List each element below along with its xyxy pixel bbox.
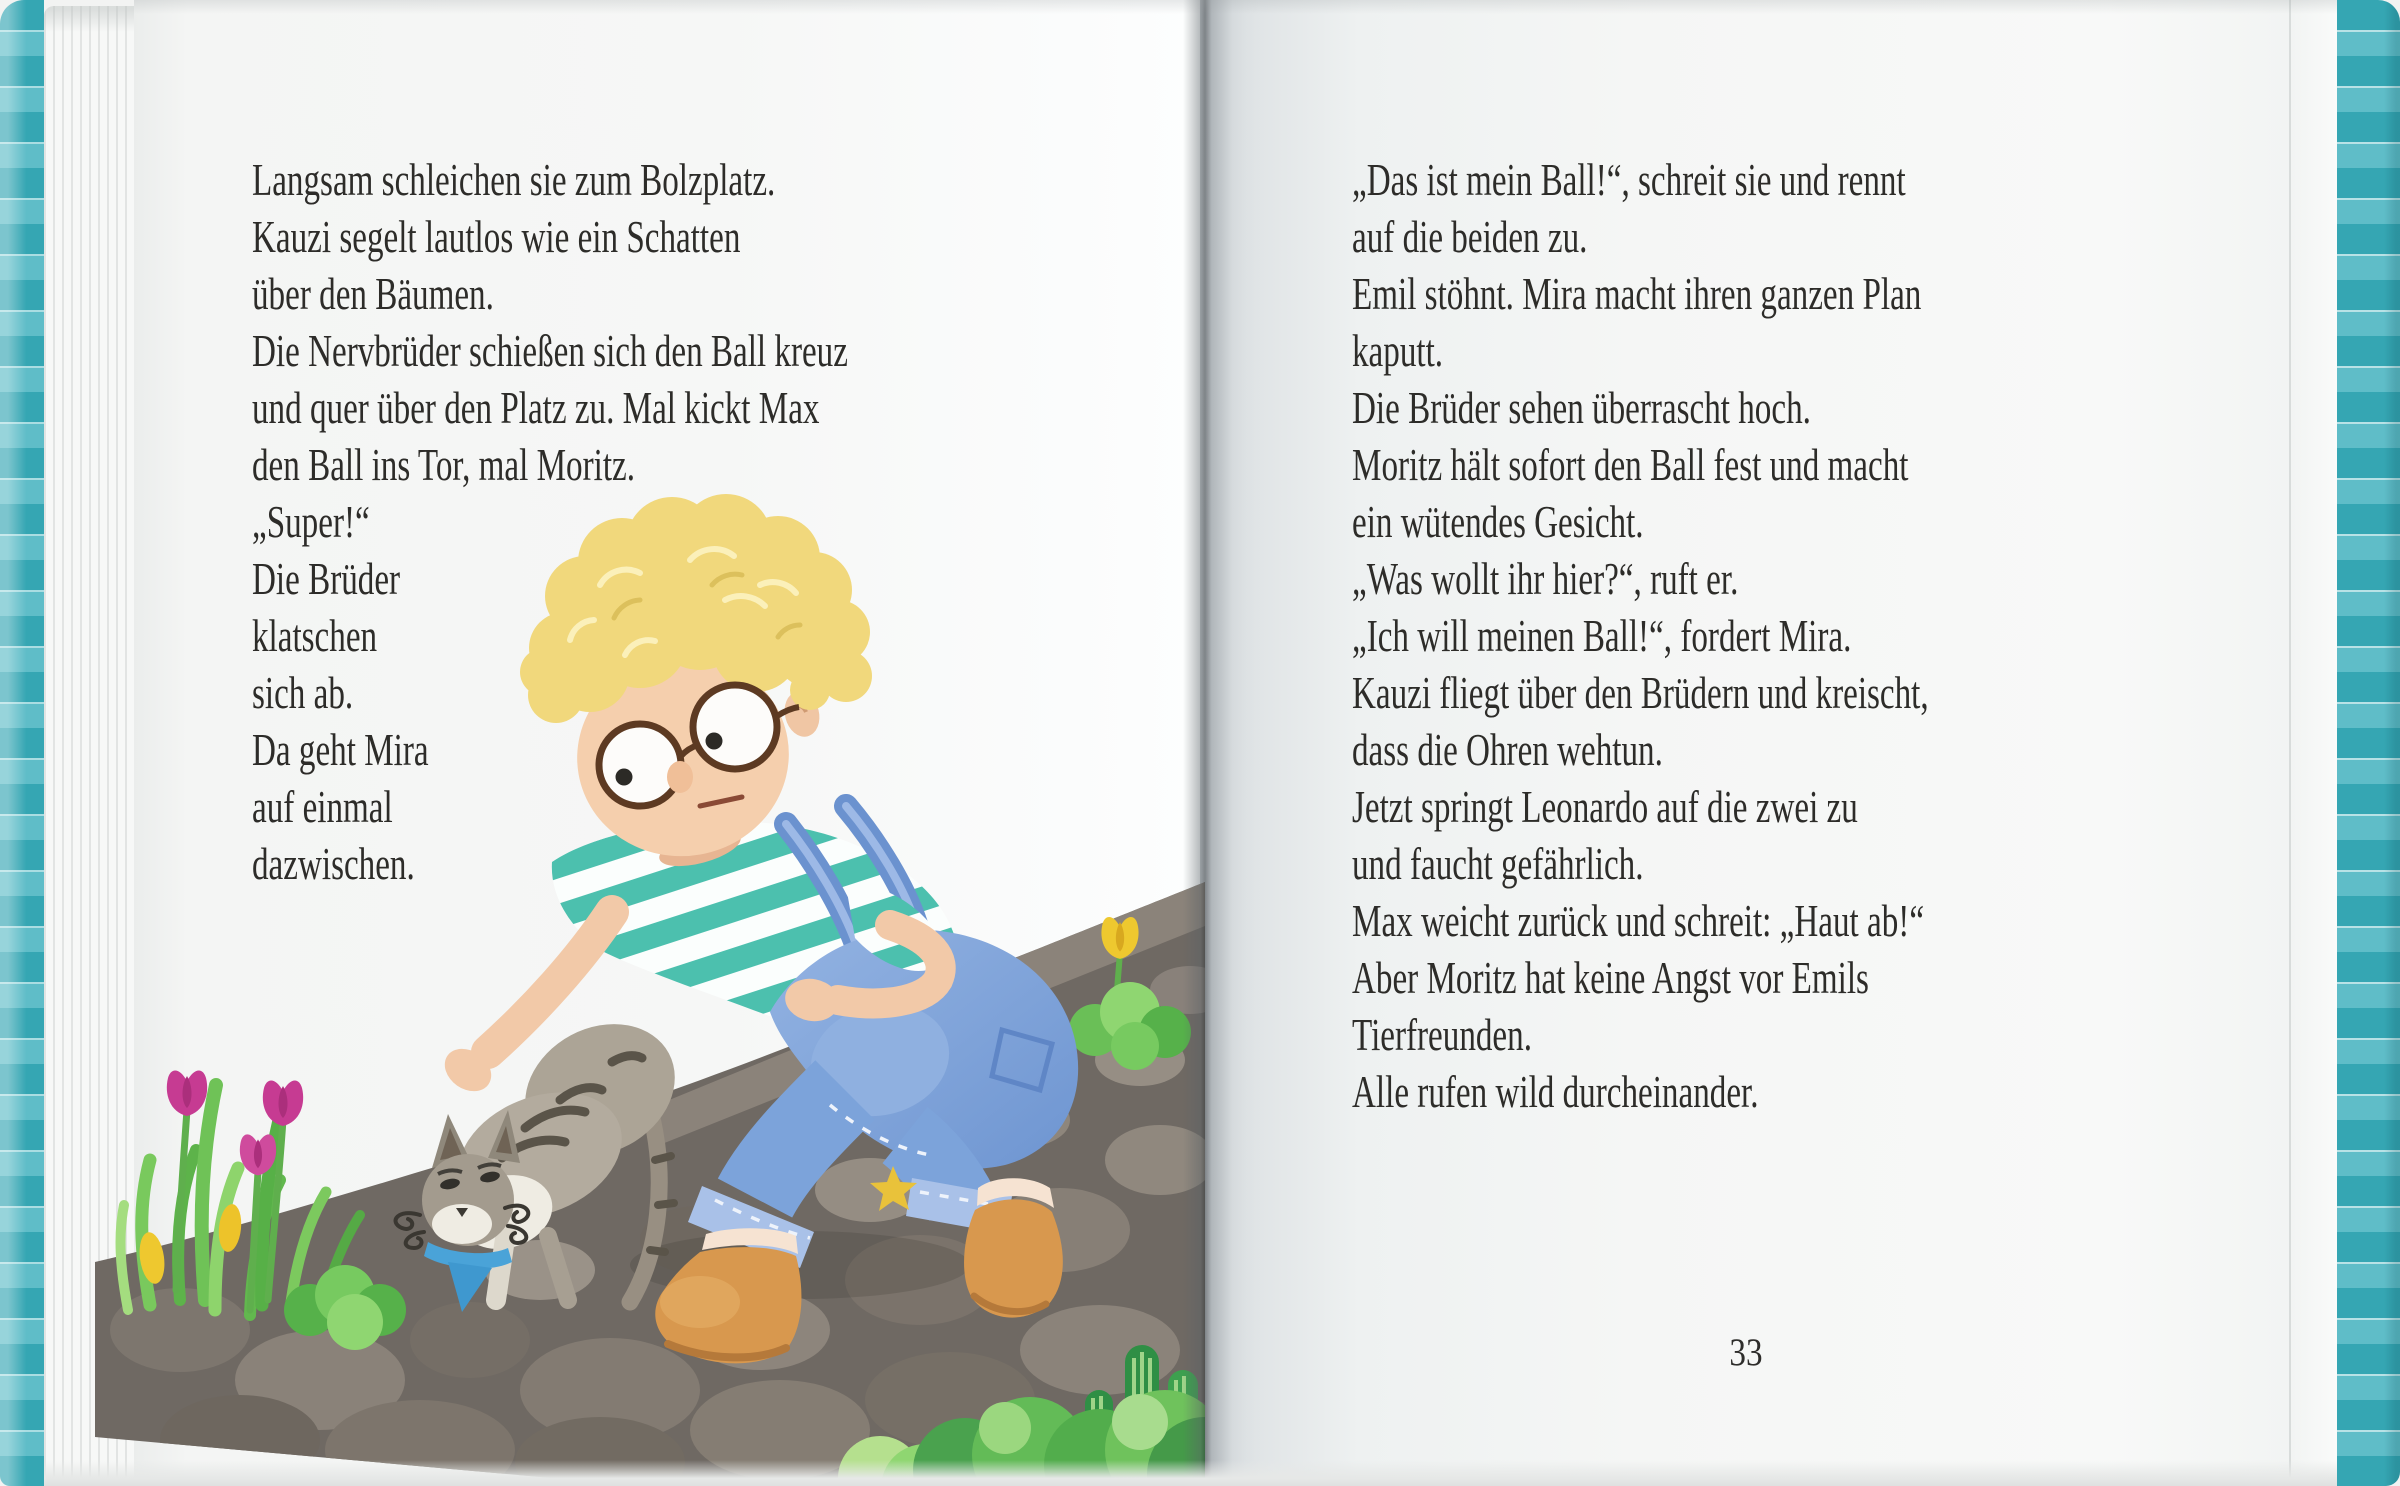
story-text-right bbox=[1352, 151, 2153, 1120]
story-line: Kauzi segelt lautlos wie ein Schatten bbox=[252, 211, 741, 262]
story-line: Die Nervbrüder schießen sich den Ball kreuz bbox=[252, 325, 848, 376]
story-line: auf einmal bbox=[252, 781, 393, 832]
story-text-left bbox=[252, 151, 1080, 892]
story-line: Alle rufen wild durcheinander. bbox=[1352, 1066, 1759, 1117]
story-line: Langsam schleichen sie zum Bolzplatz. bbox=[252, 154, 776, 205]
story-line: Jetzt springt Leonardo auf die zwei zu bbox=[1352, 781, 1858, 832]
story-line: Tierfreunden. bbox=[1352, 1009, 1532, 1060]
page-top-shadow bbox=[134, 0, 2337, 14]
book-cover-left-edge bbox=[0, 0, 44, 1486]
story-line: dass die Ohren wehtun. bbox=[1352, 724, 1663, 775]
story-line: Max weicht zurück und schreit: „Haut ab!“ bbox=[1352, 895, 1925, 946]
story-line: kaputt. bbox=[1352, 325, 1444, 376]
page-number: 33 bbox=[1729, 1331, 1763, 1374]
story-line: ein wütendes Gesicht. bbox=[1352, 496, 1644, 547]
story-line: „Das ist mein Ball!“, schreit sie und rennt bbox=[1352, 154, 1906, 205]
story-line: und faucht gefährlich. bbox=[1352, 838, 1644, 889]
story-line: den Ball ins Tor, mal Moritz. bbox=[252, 439, 636, 490]
story-line: sich ab. bbox=[252, 667, 354, 718]
story-line: auf die beiden zu. bbox=[1352, 211, 1588, 262]
story-line: dazwischen. bbox=[252, 838, 415, 889]
story-line: Aber Moritz hat keine Angst vor Emils bbox=[1352, 952, 1869, 1003]
pink-tulip bbox=[167, 1070, 207, 1116]
pink-tulip bbox=[263, 1080, 303, 1126]
story-line: Da geht Mira bbox=[252, 724, 429, 775]
book-cover-right-edge bbox=[2337, 0, 2400, 1486]
story-line: „Ich will meinen Ball!“, fordert Mira. bbox=[1352, 610, 1852, 661]
story-line: Emil stöhnt. Mira macht ihren ganzen Plan bbox=[1352, 268, 1922, 319]
story-line: Die Brüder bbox=[252, 553, 401, 604]
page-bottom-edge bbox=[44, 1460, 2337, 1486]
story-line: Kauzi fliegt über den Brüdern und kreischt, bbox=[1352, 667, 1929, 718]
story-line: klatschen bbox=[252, 610, 378, 661]
story-line: Moritz hält sofort den Ball fest und macht bbox=[1352, 439, 1909, 490]
story-line: Die Brüder sehen überrascht hoch. bbox=[1352, 382, 1811, 433]
story-line: über den Bäumen. bbox=[252, 268, 494, 319]
story-line: und quer über den Platz zu. Mal kickt Max bbox=[252, 382, 820, 433]
story-line: „Super!“ bbox=[252, 496, 370, 547]
story-line: „Was wollt ihr hier?“, ruft er. bbox=[1352, 553, 1739, 604]
